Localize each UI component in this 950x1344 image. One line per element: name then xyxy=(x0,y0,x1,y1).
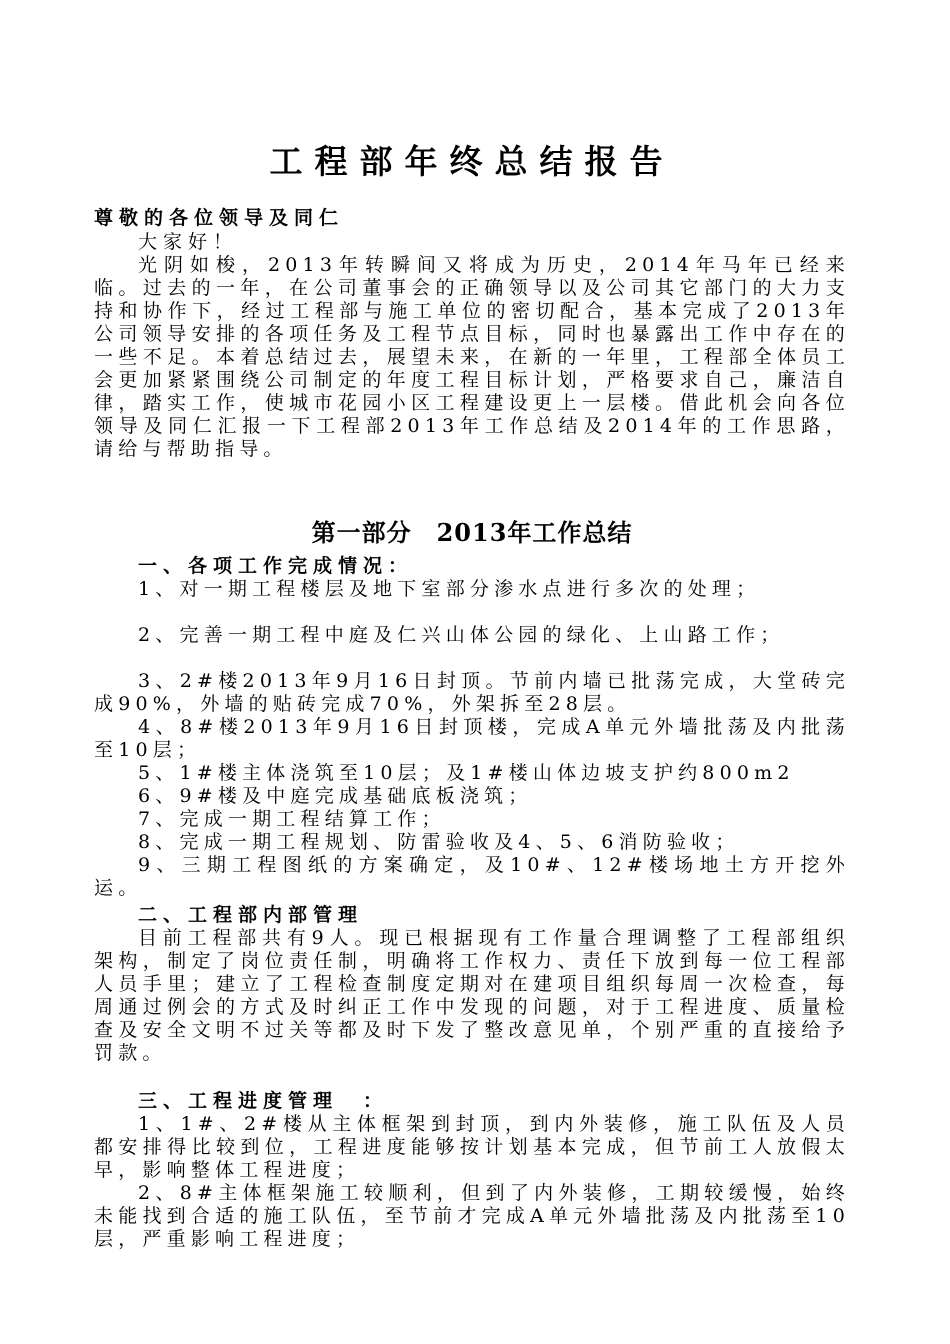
list-item: 8、完成一期工程规划、防雷验收及4、5、6消防验收； xyxy=(138,831,740,853)
section-three-heading: 三、工程进度管理 ： xyxy=(138,1090,389,1112)
list-item: 3、2#楼2013年9月16日封顶。节前内墙已批荡完成，大堂砖完成90%，外墙的贴砖完成70%，外架拆至28层。 xyxy=(94,670,850,715)
list-item: 6、9#楼及中庭完成基础底板浇筑； xyxy=(138,785,533,807)
section-two-paragraph: 目前工程部共有9人。现已根据现有工作量合理调整了工程部组织架构，制定了岗位责任制，明确将工作权力、责任下放到每一位工程部人员手里；建立了工程检查制度定期对在建项目组织每周一次检查，每周通过例会的方式及时纠正工作中发现的问题，对于工程进度、质量检查及安全文明不过关等都及时下发了整改意见单，个别严重的直接给予罚款。 xyxy=(94,927,850,1064)
list-item: 2、8#主体框架施工较顺利，但到了内外装修，工期较缓慢，始终未能找到合适的施工队伍，至节前才完成A单元外墙批荡及内批荡至10层，严重影响工程进度； xyxy=(94,1182,850,1250)
list-item: 9、三期工程图纸的方案确定，及10#、12#楼场地土方开挖外运。 xyxy=(94,854,850,899)
list-item: 5、1#楼主体浇筑至10层；及1#楼山体边坡支护约800m2 xyxy=(138,762,795,784)
list-item: 1、1#、2#楼从主体框架到封顶，到内外装修，施工队伍及人员都安排得比较到位，工程进度能够按计划基本完成，但节前工人放假太早，影响整体工程进度； xyxy=(94,1113,850,1181)
list-item: 2、完善一期工程中庭及仁兴山体公园的绿化、上山路工作； xyxy=(138,624,785,646)
salutation: 大家好！ xyxy=(138,231,239,253)
document-title: 工程部年终总结报告 xyxy=(269,142,675,181)
part-one-title: 第一部分 2013年工作总结 xyxy=(311,518,633,547)
list-item: 7、完成一期工程结算工作； xyxy=(138,808,446,830)
greeting: 尊敬的各位领导及同仁 xyxy=(94,207,345,229)
section-one-heading: 一、各项工作完成情况： xyxy=(138,555,414,577)
list-item: 4、8#楼2013年9月16日封顶楼，完成A单元外墙批荡及内批荡至10层； xyxy=(94,716,850,761)
section-two-heading: 二、工程部内部管理 xyxy=(138,904,364,926)
list-item: 1、对一期工程楼层及地下室部分渗水点进行多次的处理； xyxy=(138,578,761,600)
intro-paragraph: 光阴如梭，2013年转瞬间又将成为历史，2014年马年已经来临。过去的一年，在公司董事会的正确领导以及公司其它部门的大力支持和协作下，经过工程部与施工单位的密切配合，基本完成了2013年公司领导安排的各项任务及工程节点目标，同时也暴露出工作中存在的一些不足。本着总结过去，展望未来，在新的一年里，工程部全体员工会更加紧紧围绕公司制定的年度工程目标计划，严格要求自己，廉洁自律，踏实工作，使城市花园小区工程建设更上一层楼。借此机会向各位领导及同仁汇报一下工程部2013年工作总结及2014年的工作思路，请给与帮助指导。 xyxy=(94,254,850,460)
